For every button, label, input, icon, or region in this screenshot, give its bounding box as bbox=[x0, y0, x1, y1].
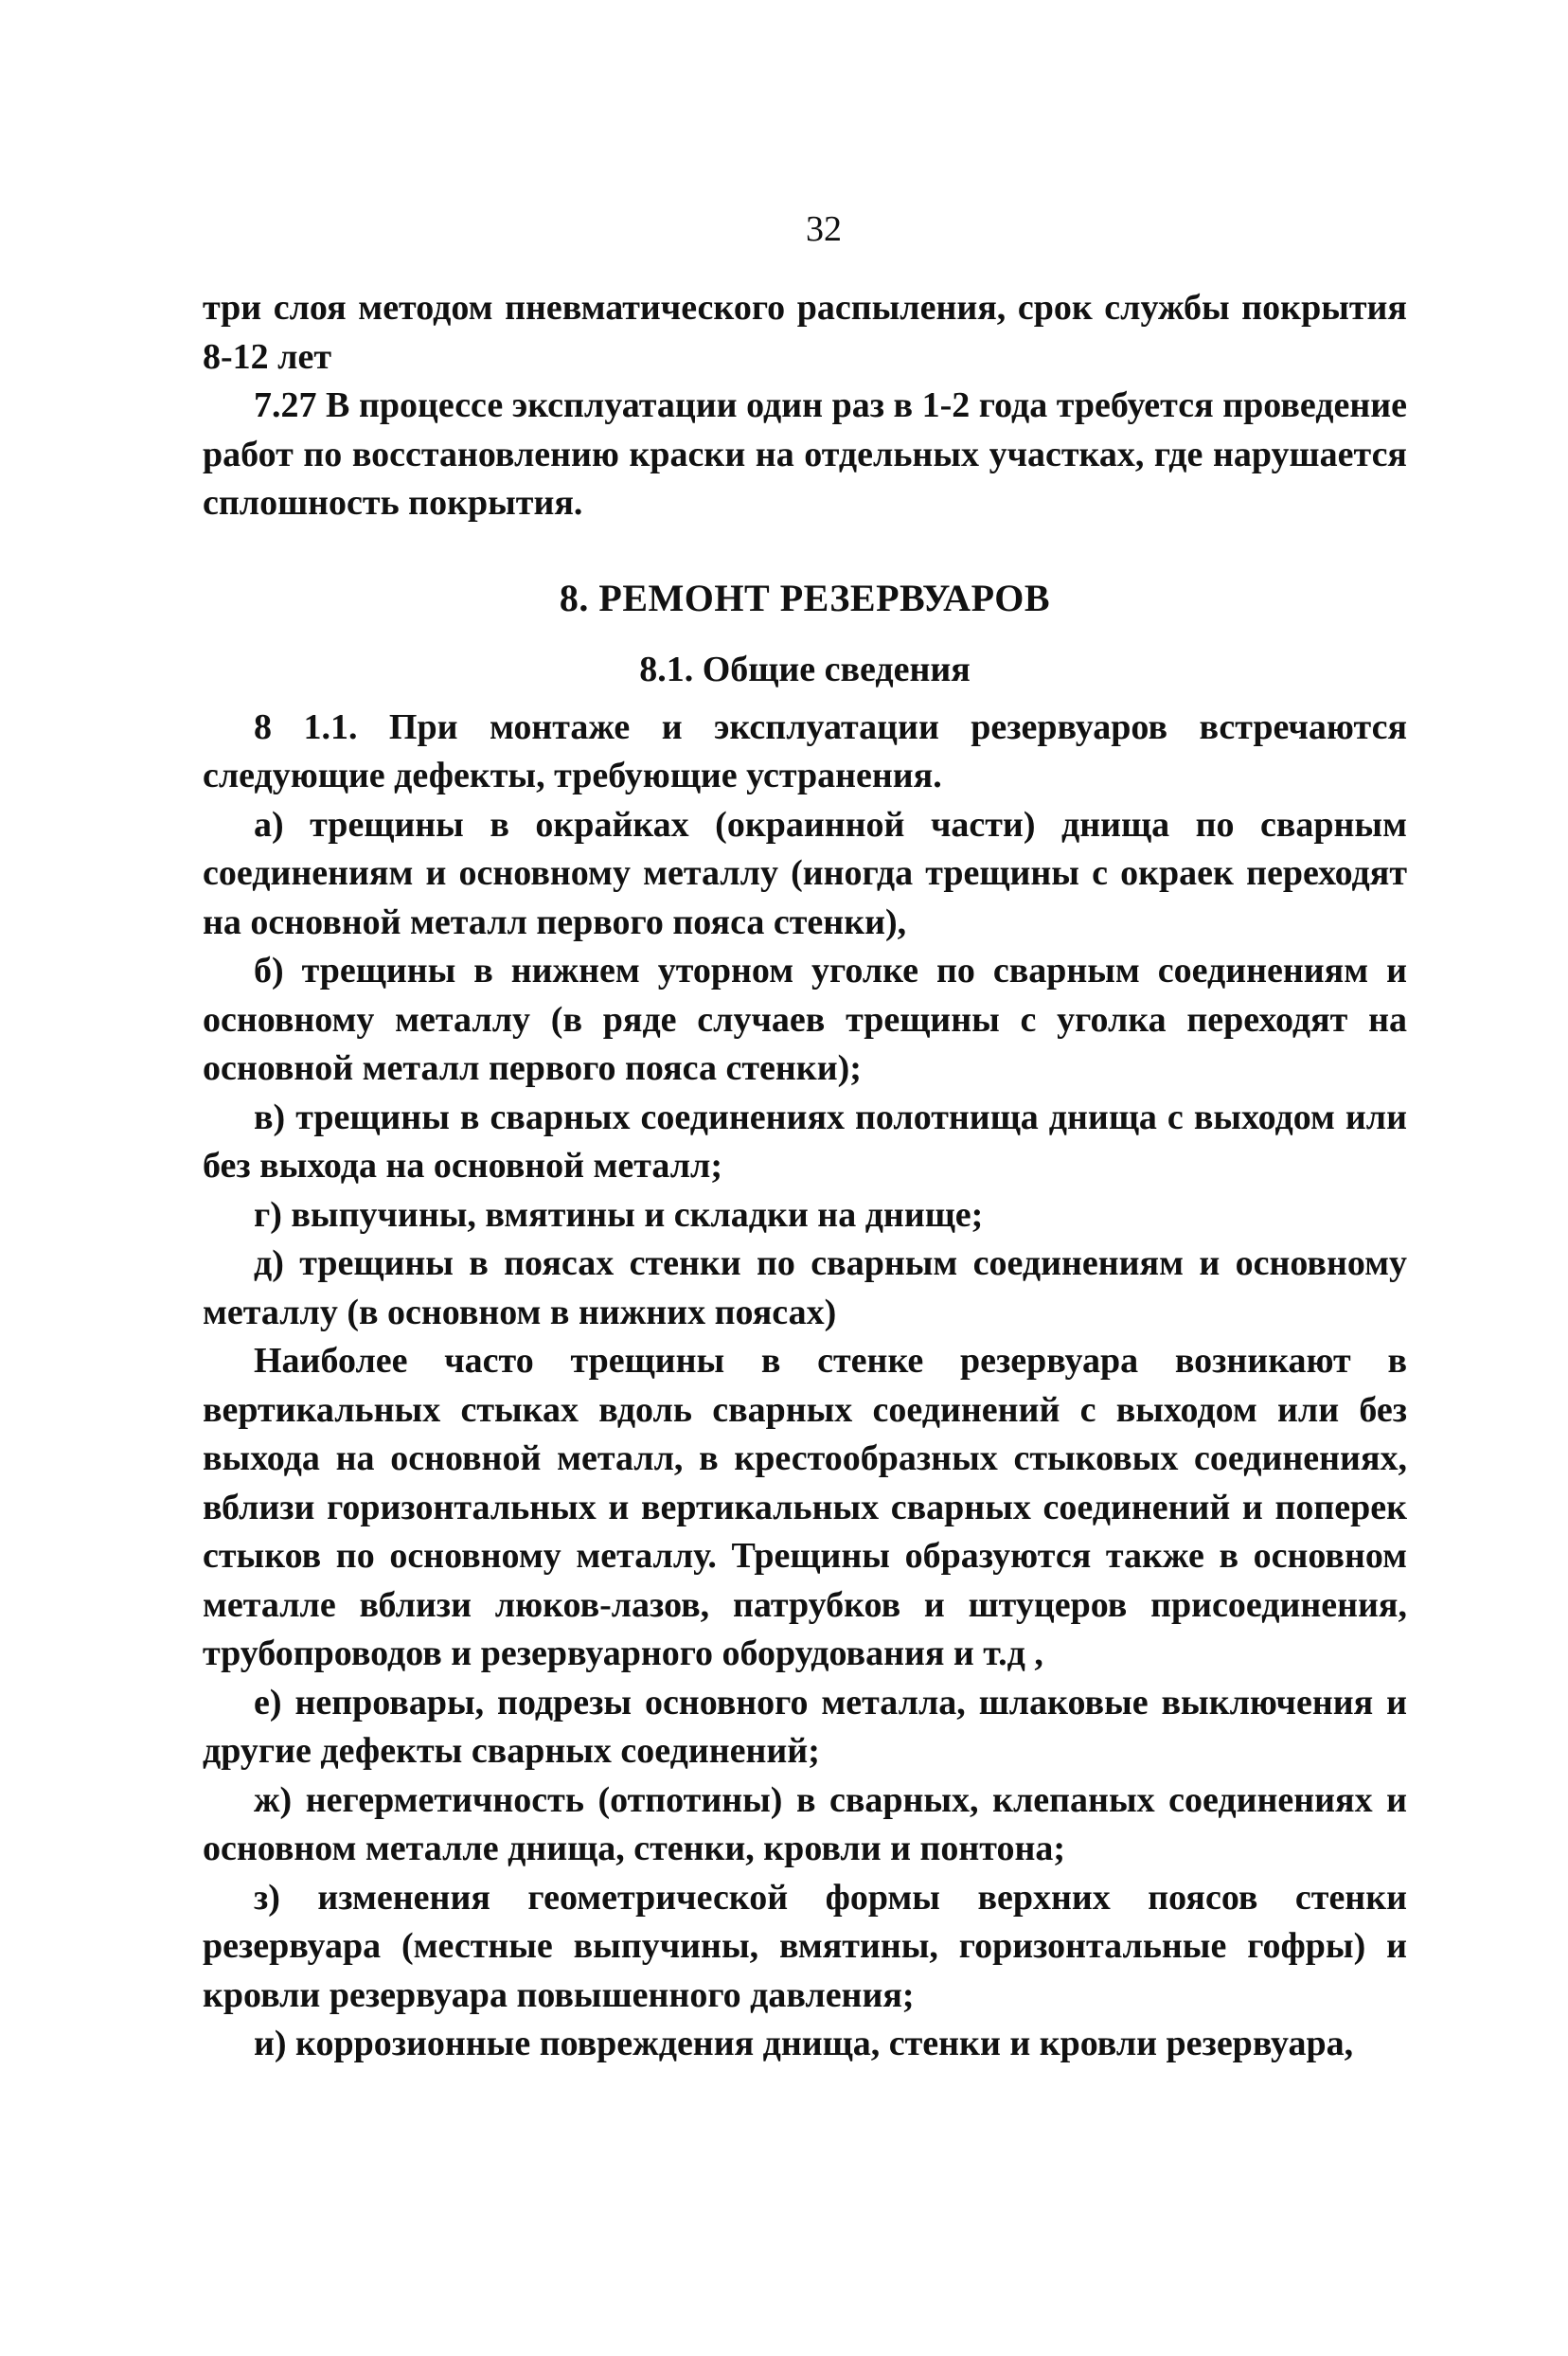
paragraph-8-1-1: 8 1.1. При монтаже и эксплуатации резервуаров встречаются следующие дефекты, требующие устранения. bbox=[203, 706, 1407, 795]
page-number: 32 bbox=[806, 209, 842, 249]
list-item-i: и) коррозионные повреждения днища, стенки и кровли резервуара, bbox=[254, 2024, 1354, 2063]
section-title: 8. РЕМОНТ РЕЗЕРВУАРОВ bbox=[559, 576, 1051, 619]
list-item-d: д) трещины в поясах стенки по сварным соединениям и основному металлу (в основном в нижних поясах) bbox=[203, 1243, 1407, 1332]
paragraph-7-27: 7.27 В процессе эксплуатации один раз в 1-2 года требуется проведение работ по восстановлению краски на отдельных участках, где нарушается сплошность покрытия. bbox=[203, 385, 1407, 523]
list-item-zh: ж) негерметичность (отпотины) в сварных, клепаных соединениях и основном металле днища, стенки, кровли и понтона; bbox=[203, 1779, 1407, 1868]
subsection-title: 8.1. Общие сведения bbox=[639, 649, 971, 689]
list-item-g: г) выпучины, вмятины и складки на днище; bbox=[254, 1194, 984, 1235]
list-item-b: б) трещины в нижнем уторном уголке по сварным соединениям и основному металлу (в ряде случаев трещины с уголка переходят на основной металл первого пояса стенки); bbox=[203, 951, 1407, 1088]
list-item-a: а) трещины в окрайках (окраинной части) днища по сварным соединениям и основному металлу (иногда трещины с окраек переходят на основной металл первого пояса стенки), bbox=[203, 804, 1407, 942]
list-item-e: е) непровары, подрезы основного металла, шлаковые выключения и другие дефекты сварных соединений; bbox=[203, 1682, 1407, 1771]
paragraph-cracks-note: Наиболее часто трещины в стенке резервуара возникают в вертикальных стыках вдоль сварных соединений с выходом или без выхода на основной металл, в крестообразных стыковых соединениях, вблизи горизонтальных и вертикальных сварных соединений и поперек стыков по основному металлу. Трещины образуются также в основном металле вблизи люков-лазов, патрубков и штуцеров присоединения, трубопроводов и резервуарного оборудования и т.д , bbox=[203, 1341, 1407, 1673]
list-item-v: в) трещины в сварных соединениях полотнища днища с выходом или без выхода на основной металл; bbox=[203, 1097, 1407, 1186]
document-page bbox=[203, 208, 1407, 2069]
list-item-z: з) изменения геометрической формы верхних поясов стенки резервуара (местные выпучины, вмятины, горизонтальные гофры) и кровли резервуара повышенного давления; bbox=[203, 1877, 1407, 2015]
paragraph-coating-end: три слоя методом пневматического распыления, срок службы покрытия 8-12 лет bbox=[203, 288, 1407, 377]
